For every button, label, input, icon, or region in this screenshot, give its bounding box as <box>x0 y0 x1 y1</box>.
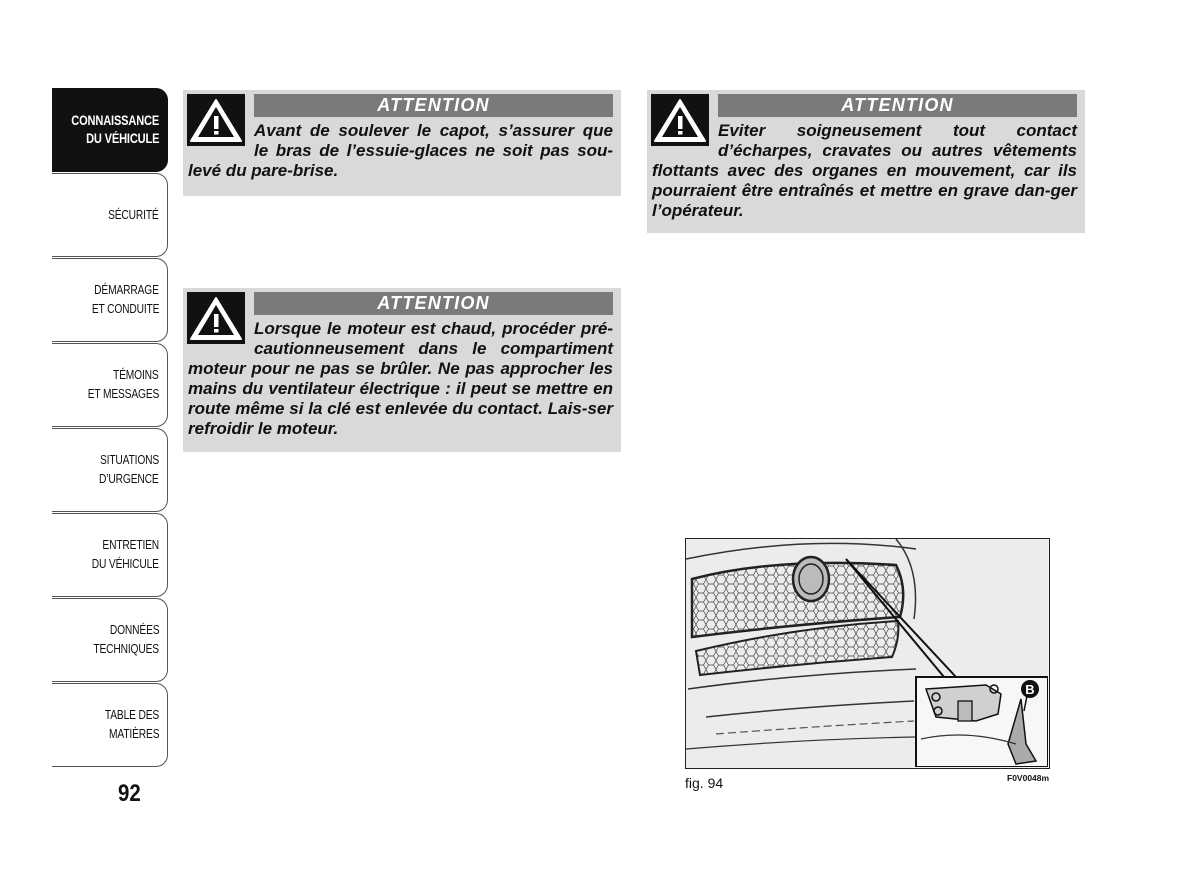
warning-text-first-line: Avant de soulever le capot, s’assurer que <box>254 121 613 140</box>
warning-triangle-icon <box>187 292 245 344</box>
tab-label-line2: D’URGENCE <box>99 472 159 486</box>
tab-connaissance-du-vehicule[interactable] <box>52 88 168 172</box>
warning-text: cautionneusement dans le compartiment moteur pour ne pas se brûler. Ne pas approcher les mains du ventilateur électrique : il peut se mettre en route même si la clé est enlevée du contact. Lais-ser refroidir le moteur. <box>188 339 613 438</box>
tab-label-line2: DU VÉHICULE <box>85 131 159 146</box>
tab-label-line1: CONNAISSANCE <box>71 113 159 128</box>
callout-label: B <box>1025 682 1035 697</box>
tab-label-line1: SÉCURITÉ <box>108 207 159 222</box>
tab-label-line1: SITUATIONS <box>99 453 159 467</box>
tab-entretien-du-vehicule[interactable] <box>52 513 168 597</box>
warning-title: ATTENTION <box>254 94 613 117</box>
figure-hood-latch <box>685 538 1050 769</box>
tab-label-line2: TECHNIQUES <box>93 642 159 656</box>
warning-text: le bras de l’essuie-glaces ne soit pas sou-levé du pare-brise. <box>188 141 613 180</box>
page-number: 92 <box>118 780 141 807</box>
tab-temoins-et-messages[interactable] <box>52 343 168 427</box>
figure-caption: fig. 94 <box>685 775 724 791</box>
warning-text: d’écharpes, cravates ou autres vêtements flottants avec des organes en mouvement, car ils pourraient être entraînés et mettre en grave dan-ger l’opérateur. <box>652 141 1077 220</box>
tab-situations-d-urgence[interactable] <box>52 428 168 512</box>
tab-table-des-matieres[interactable] <box>52 683 168 767</box>
warning-triangle-icon <box>651 94 709 146</box>
tab-label-line1: DÉMARRAGE <box>94 283 159 297</box>
tab-demarrage-et-conduite[interactable] <box>52 258 168 342</box>
chapter-sidebar <box>52 88 168 768</box>
tab-securite[interactable] <box>52 173 168 257</box>
tab-label-line2: ET CONDUITE <box>91 302 159 316</box>
tab-label-line1: DONNÉES <box>109 623 159 637</box>
warning-box-wiper <box>183 90 621 196</box>
tab-label-line2: MATIÈRES <box>108 727 159 741</box>
figure-code: F0V0048m <box>1007 773 1050 783</box>
tab-label-line1: TABLE DES <box>104 708 159 722</box>
tab-label-line1: ENTRETIEN <box>102 538 159 552</box>
warning-text-first-line: Eviter soigneusement tout contact <box>718 121 1077 140</box>
warning-text-first-line: Lorsque le moteur est chaud, procéder pré- <box>254 319 613 338</box>
warning-triangle-icon <box>187 94 245 146</box>
tab-label-line2: ET MESSAGES <box>87 387 159 401</box>
warning-box-moving-parts <box>647 90 1085 233</box>
tab-label-line1: TÉMOINS <box>113 368 159 382</box>
warning-box-hot-engine <box>183 288 621 452</box>
warning-title: ATTENTION <box>254 292 613 315</box>
tab-donnees-techniques[interactable] <box>52 598 168 682</box>
tab-label-line2: DU VÉHICULE <box>91 557 159 571</box>
warning-title: ATTENTION <box>718 94 1077 117</box>
hood-latch-illustration <box>686 539 1048 767</box>
